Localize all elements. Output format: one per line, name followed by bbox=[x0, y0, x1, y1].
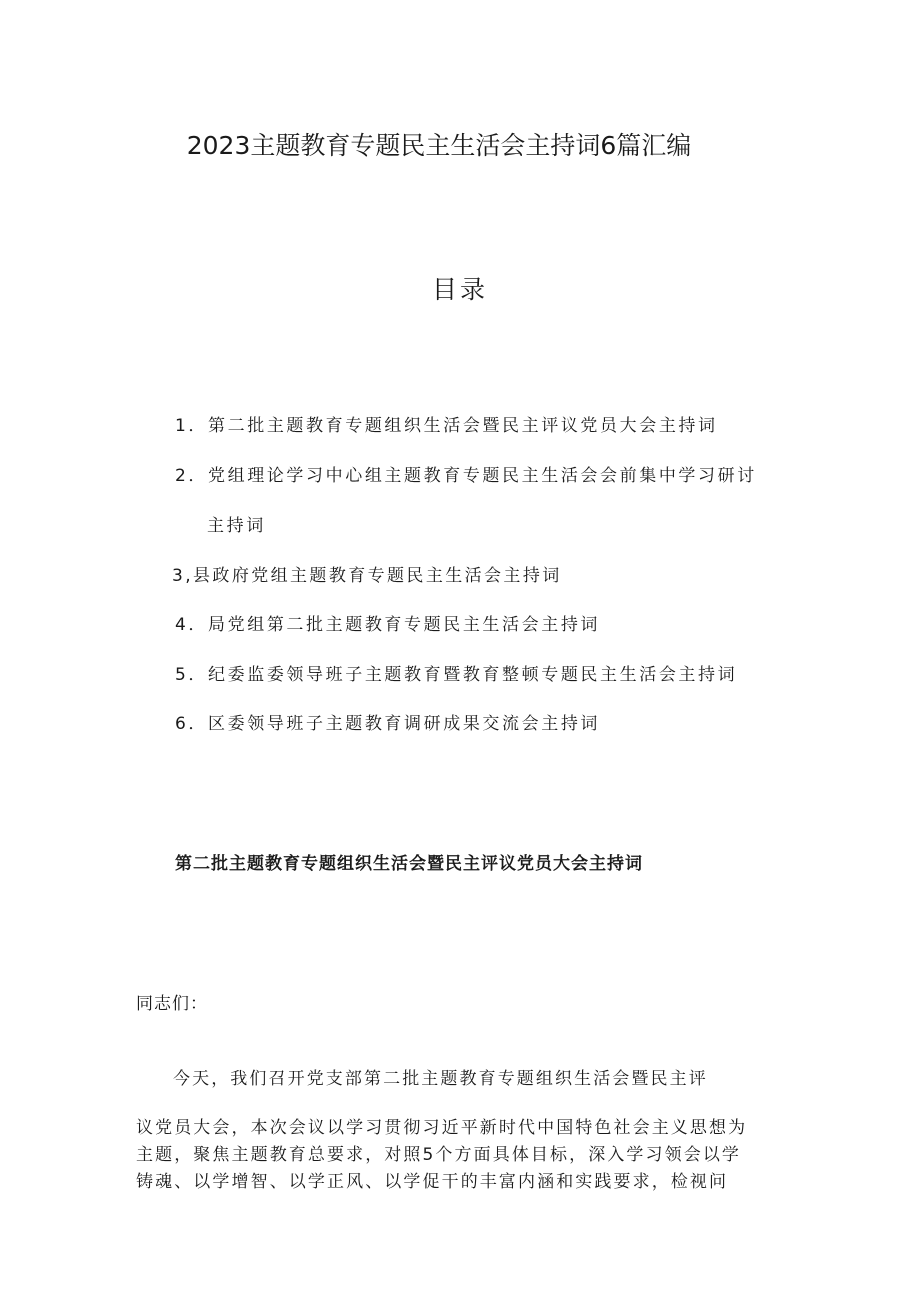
document-title: 2023主题教育专题民主生活会主持词6篇汇编 bbox=[186, 131, 692, 160]
toc-item-1[interactable]: 1．第二批主题教育专题组织生活会暨民主评议党员大会主持词 bbox=[175, 416, 718, 436]
toc-item-2-continuation[interactable]: 主持词 bbox=[207, 516, 266, 536]
paragraph-line-1: 今天，我们召开党支部第二批主题教育专题组织生活会暨民主评 bbox=[173, 1069, 708, 1089]
toc-item-4[interactable]: 4．局党组第二批主题教育专题民主生活会主持词 bbox=[175, 615, 601, 635]
toc-heading: 目录 bbox=[431, 275, 488, 304]
toc-item-3[interactable]: 3,县政府党组主题教育专题民主生活会主持词 bbox=[172, 566, 562, 586]
toc-item-6[interactable]: 6．区委领导班子主题教育调研成果交流会主持词 bbox=[175, 714, 601, 734]
toc-item-2[interactable]: 2．党组理论学习中心组主题教育专题民主生活会会前集中学习研讨 bbox=[175, 466, 757, 486]
toc-item-5[interactable]: 5．纪委监委领导班子主题教育暨教育整顿专题民主生活会主持词 bbox=[175, 665, 738, 685]
paragraph-line-4: 铸魂、以学增智、以学正风、以学促干的丰富内涵和实践要求，检视问 bbox=[136, 1172, 729, 1192]
paragraph-line-2: 议党员大会，本次会议以学习贯彻习近平新时代中国特色社会主义思想为 bbox=[136, 1118, 748, 1138]
salutation: 同志们： bbox=[136, 994, 208, 1014]
paragraph-line-3: 主题，聚焦主题教育总要求，对照5个方面具体目标，深入学习领会以学 bbox=[136, 1145, 742, 1165]
section-heading: 第二批主题教育专题组织生活会暨民主评议党员大会主持词 bbox=[175, 854, 643, 874]
